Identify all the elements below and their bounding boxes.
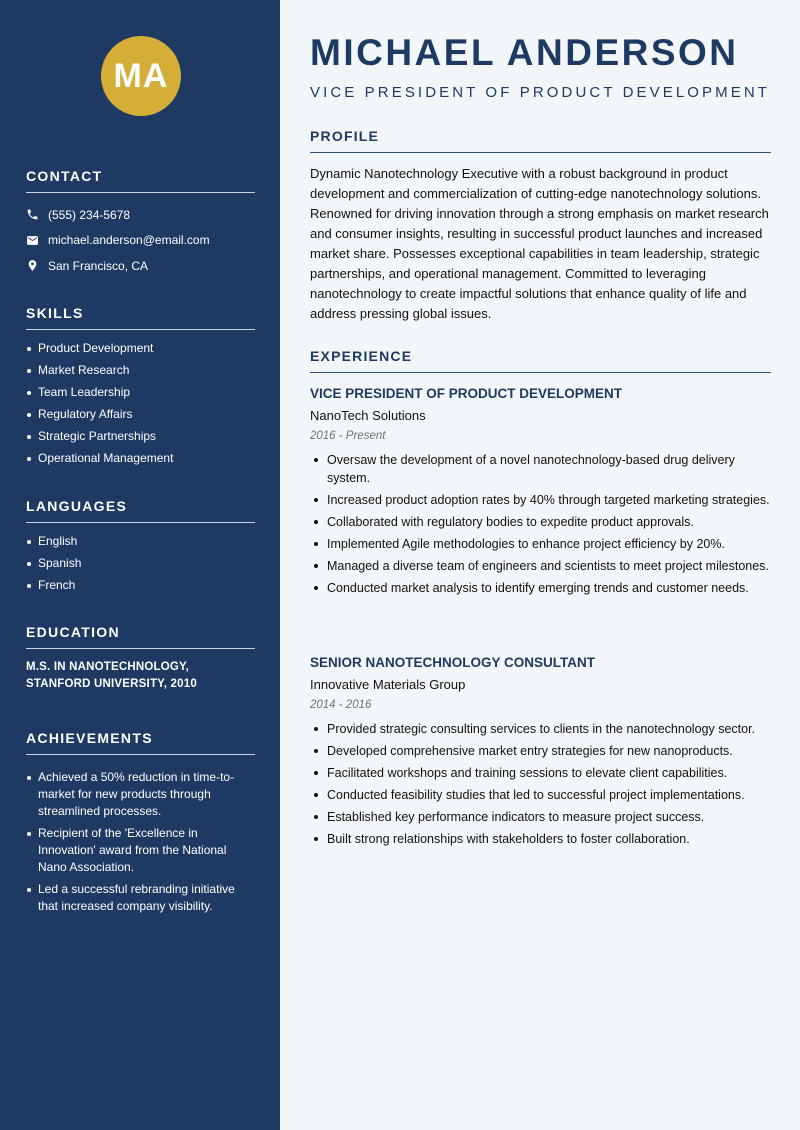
skills-list: [26, 340, 255, 467]
profile-text: Dynamic Nanotechnology Executive with a robust background in product development and commercialization of cutting-edge nanotechnology solutions. Renowned for driving innovation through a strong emphasis on market research and consumer insights, resulting in successful product launches and increased market share. Possesses exceptional capabilities in team leadership, strategic partnerships, and operational management. Committed to leveraging nanotechnology to create impactful solutions that enhance quality of life and address pressing global issues.: [310, 166, 769, 321]
contact-phone[interactable]: [26, 202, 255, 228]
education-heading: EDUCATION: [26, 624, 255, 649]
skill-item: Strategic Partnerships: [26, 428, 255, 445]
job-bullet: Conducted feasibility studies that led to successful project implementations.: [310, 786, 771, 804]
contact-location: [26, 253, 255, 279]
job-bullet: Oversaw the development of a novel nanotechnology-based drug delivery system.: [310, 451, 771, 487]
skill-item: Product Development: [26, 340, 255, 357]
job-bullets: [310, 451, 771, 597]
job-company: Innovative Materials Group: [310, 677, 466, 692]
education-section: [26, 624, 255, 693]
languages-heading: LANGUAGES: [26, 498, 255, 523]
contact-heading: CONTACT: [26, 168, 255, 193]
job-bullet: Provided strategic consulting services to clients in the nanotechnology sector.: [310, 720, 771, 738]
phone-icon: [26, 208, 39, 221]
skill-item: Team Leadership: [26, 384, 255, 401]
contact-section: [26, 168, 255, 279]
achievement-item: Recipient of the 'Excellence in Innovation' award from the National Nano Association.: [26, 825, 255, 876]
languages-section: [26, 498, 255, 599]
job-entry: [310, 386, 771, 601]
job-bullet: Increased product adoption rates by 40% through targeted marketing strategies.: [310, 491, 771, 509]
phone-text: (555) 234-5678: [48, 207, 131, 222]
skill-item: Market Research: [26, 362, 255, 379]
location-pin-icon: [26, 259, 39, 272]
achievement-item: Led a successful rebranding initiative that increased company visibility.: [26, 881, 255, 915]
job-bullet: Developed comprehensive market entry strategies for new nanoproducts.: [310, 742, 771, 760]
education-degree: M.S. IN NANOTECHNOLOGY, STANFORD UNIVERSITY, 2010: [26, 661, 197, 690]
location-text: San Francisco, CA: [48, 258, 149, 273]
job-bullet: Facilitated workshops and training sessions to elevate client capabilities.: [310, 764, 771, 782]
job-bullets: [310, 720, 771, 848]
job-bullet: Implemented Agile methodologies to enhance project efficiency by 20%.: [310, 535, 771, 553]
language-item: French: [26, 577, 255, 594]
achievement-item: Achieved a 50% reduction in time-to-market for new products through streamlined processes.: [26, 769, 255, 820]
experience-heading: EXPERIENCE: [310, 348, 771, 373]
skill-item: Operational Management: [26, 450, 255, 467]
language-item: English: [26, 533, 255, 550]
avatar: MA: [101, 36, 181, 116]
email-text: michael.anderson@email.com: [48, 233, 210, 248]
achievements-heading: ACHIEVEMENTS: [26, 730, 255, 755]
job-entry: [310, 655, 771, 852]
job-bullet: Conducted market analysis to identify emerging trends and customer needs.: [310, 579, 771, 597]
job-bullet: Built strong relationships with stakeholders to foster collaboration.: [310, 830, 771, 848]
profile-heading: PROFILE: [310, 128, 771, 153]
job-company: NanoTech Solutions: [310, 408, 426, 423]
job-bullet: Collaborated with regulatory bodies to expedite product approvals.: [310, 513, 771, 531]
achievements-section: [26, 730, 255, 920]
achievements-list: [26, 769, 255, 915]
candidate-name: MICHAEL ANDERSON: [310, 32, 739, 73]
languages-list: [26, 533, 255, 594]
job-dates: 2014 - 2016: [310, 699, 372, 711]
skills-heading: SKILLS: [26, 305, 255, 330]
job-bullet: Managed a diverse team of engineers and scientists to meet project milestones.: [310, 557, 771, 575]
job-title: SENIOR NANOTECHNOLOGY CONSULTANT: [310, 655, 596, 670]
job-title: VICE PRESIDENT OF PRODUCT DEVELOPMENT: [310, 386, 623, 401]
job-bullet: Established key performance indicators to measure project success.: [310, 808, 771, 826]
job-dates: 2016 - Present: [310, 430, 386, 442]
candidate-title: VICE PRESIDENT OF PRODUCT DEVELOPMENT: [310, 84, 771, 101]
email-icon: [26, 234, 39, 247]
contact-email[interactable]: [26, 228, 255, 254]
sidebar: [0, 0, 280, 1130]
skill-item: Regulatory Affairs: [26, 406, 255, 423]
language-item: Spanish: [26, 555, 255, 572]
skills-section: [26, 305, 255, 472]
